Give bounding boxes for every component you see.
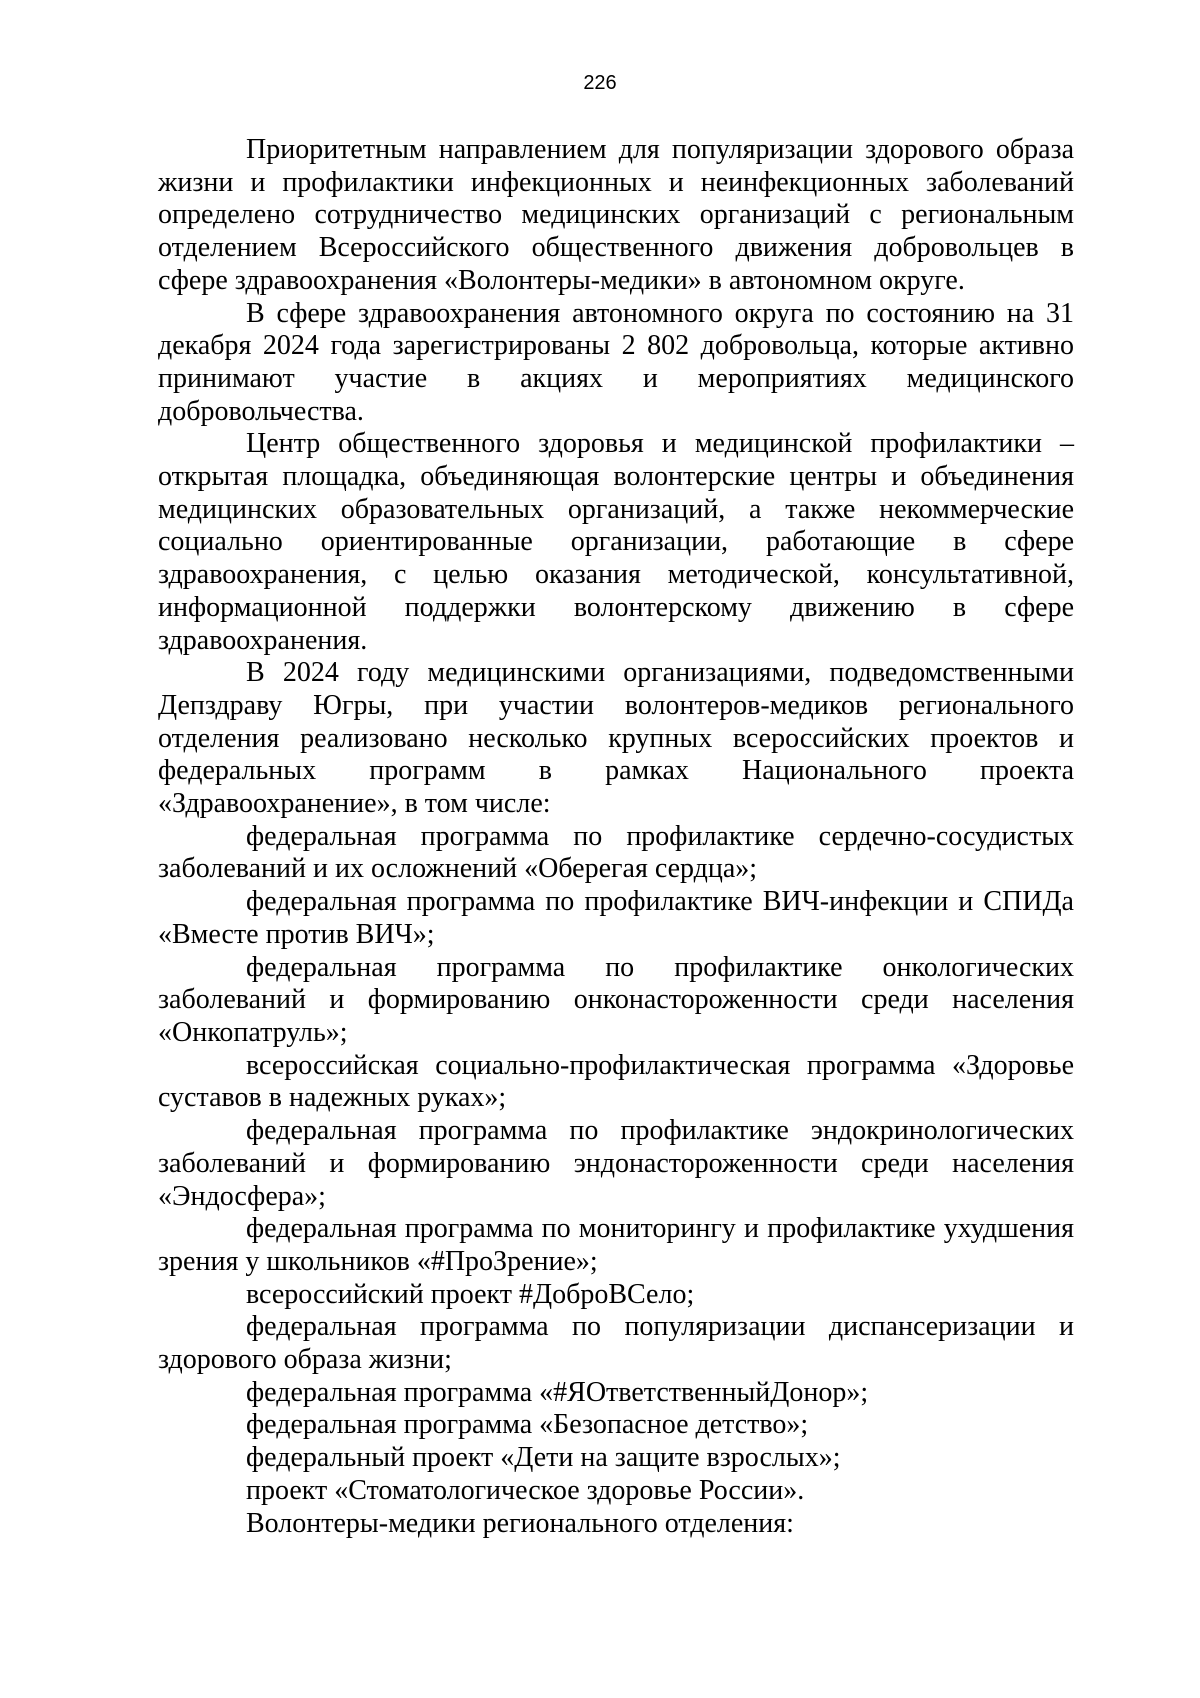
document-body — [158, 134, 1074, 1540]
list-item: федеральная программа «Безопасное детство»; — [246, 1409, 809, 1441]
list-item: федеральная программа «#ЯОтветственныйДонор»; — [246, 1376, 869, 1408]
closing-line: Волонтеры-медики регионального отделения: — [246, 1507, 794, 1539]
list-item: проект «Стоматологическое здоровье России». — [246, 1474, 805, 1506]
list-item: федеральная программа по популяризации диспансеризации и здорового образа жизни; — [158, 1311, 1074, 1376]
list-item: всероссийский проект #ДоброВСело; — [246, 1278, 695, 1310]
paragraph: В сфере здравоохранения автономного округа по состоянию на 31 декабря 2024 года зарегистрированы 2 802 добровольца, которые активно принимают участие в акциях и мероприятиях медицинского добровольчества. — [158, 297, 1074, 427]
list-item: федеральная программа по профилактике ВИЧ-инфекции и СПИДа «Вместе против ВИЧ»; — [158, 886, 1074, 950]
list-item: федеральная программа по профилактике онкологических заболеваний и формированию онконастороженности среди населения «Онкопатруль»; — [158, 951, 1074, 1048]
list-item: федеральный проект «Дети на защите взрослых»; — [246, 1442, 841, 1474]
list-item: федеральная программа по профилактике сердечно-сосудистых заболеваний и их осложнений «Оберегая сердца»; — [158, 820, 1074, 885]
paragraph: Приоритетным направлением для популяризации здорового образа жизни и профилактики инфекционных и неинфекционных заболеваний определено сотрудничество медицинских организаций с региональным отделением Всероссийского общественного движения добровольцев в сфере здравоохранения «Волонтеры-медики» в автономном округе. — [158, 134, 1074, 296]
list-item: всероссийская социально-профилактическая программа «Здоровье суставов в надежных руках»; — [158, 1049, 1074, 1114]
list-item: федеральная программа по профилактике эндокринологических заболеваний и формированию эндонастороженности среди населения «Эндосфера»; — [158, 1115, 1074, 1212]
paragraph: В 2024 году медицинскими организациями, подведомственными Депздраву Югры, при участии волонтеров-медиков регионального отделения реализовано несколько крупных всероссийских проектов и федеральных программ в рамках Национального проекта «Здравоохранение», в том числе: — [158, 657, 1074, 820]
page-number: 226 — [583, 72, 617, 94]
list-item: федеральная программа по мониторингу и профилактике ухудшения зрения у школьников «#ПроЗрение»; — [158, 1213, 1074, 1277]
paragraph: Центр общественного здоровья и медицинской профилактики – открытая площадка, объединяющая волонтерские центры и объединения медицинских образовательных организаций, а также некоммерческие социально ориентированные организации, работающие в сфере здравоохранения, с целью оказания методической, консультативной, информационной поддержки волонтерскому движению в сфере здравоохранения. — [158, 428, 1074, 656]
